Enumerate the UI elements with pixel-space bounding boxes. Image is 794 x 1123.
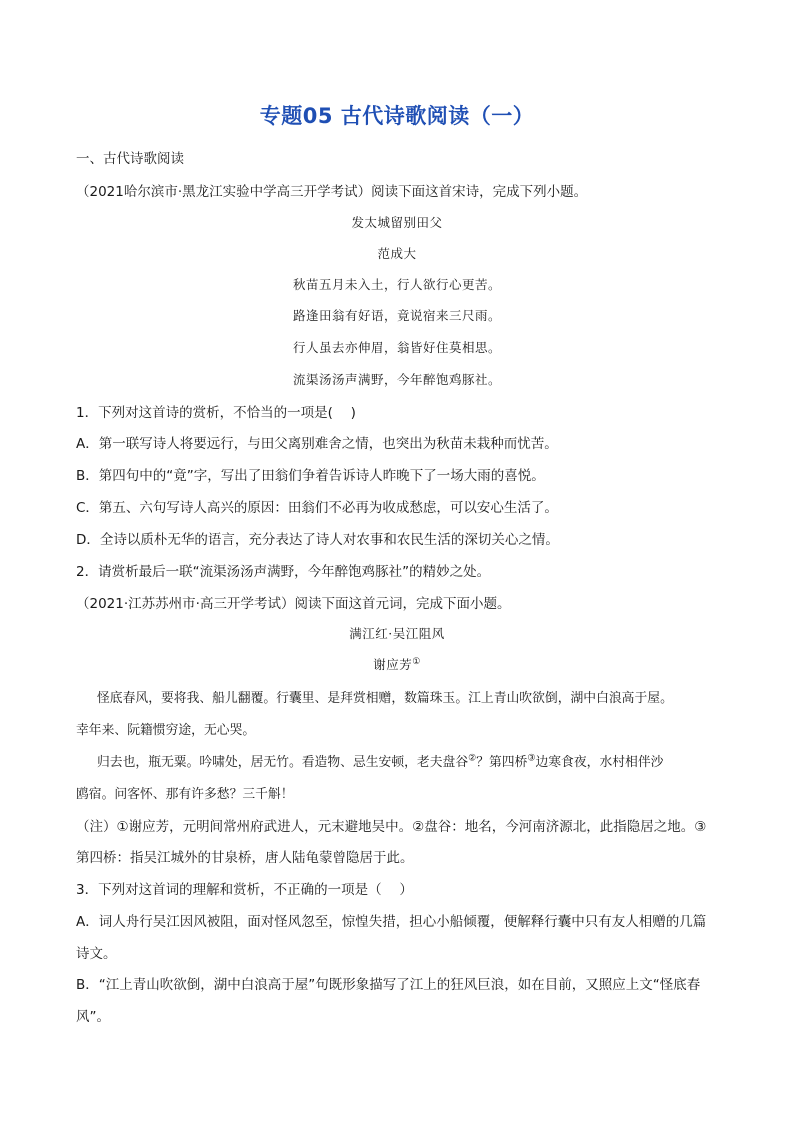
poem-1-line: 秋苗五月未入土，行人欲行心更苦。 xyxy=(292,277,501,292)
section-heading: 一、古代诗歌阅读 xyxy=(76,151,184,167)
footnote-marker: ③ xyxy=(527,753,536,764)
poem-1-title: 发太城留别田父 xyxy=(351,215,443,230)
question-1-option-d: D．全诗以质朴无华的语言，充分表达了诗人对农事和农民生活的深切关心之情。 xyxy=(76,532,559,548)
poem-2-title: 满江红·吴江阻风 xyxy=(349,626,445,641)
question-3-option-a-cont: 诗文。 xyxy=(76,946,117,962)
passage-intro-1: （2021哈尔滨市·黑龙江实验中学高三开学考试）阅读下面这首宋诗，完成下列小题。 xyxy=(76,184,588,200)
poem-2-text: ？第四桥 xyxy=(476,755,528,770)
poem-2-stanza-1-line-2: 幸年来、阮籍惯穷途，无心哭。 xyxy=(76,723,256,738)
question-3-option-b-cont: 风”。 xyxy=(76,1009,110,1025)
footnote-marker: ② xyxy=(468,753,477,764)
poem-2-text: 归去也，瓶无粟。吟啸处，居无竹。看造物、忌生安顿，老夫盘谷 xyxy=(97,755,469,770)
question-1-option-a: A．第一联写诗人将要远行，与田父离别难舍之情，也突出为秋苗未栽种而忧苦。 xyxy=(76,436,558,452)
question-3-option-b: B．“江上青山吹欲倒，湖中白浪高于屋”句既形象描写了江上的狂风巨浪，如在目前，又照应上文“怪底春 xyxy=(76,977,701,993)
poem-2-text: 边寒食夜，水村相伴沙 xyxy=(535,755,664,770)
question-1-option-b: B．第四句中的“竟”字，写出了田翁们争着告诉诗人昨晚下了一场大雨的喜悦。 xyxy=(76,468,545,484)
question-2-stem: 2．请赏析最后一联“流渠汤汤声满野，今年醉饱鸡豚社”的精妙之处。 xyxy=(76,564,491,580)
annotation-line-2: 第四桥：指吴江城外的甘泉桥，唐人陆龟蒙曾隐居于此。 xyxy=(76,850,414,866)
poem-1-line: 路逢田翁有好语，竟说宿来三尺雨。 xyxy=(292,308,501,323)
poem-1-author: 范成大 xyxy=(377,246,417,261)
page-title: 专题05 古代诗歌阅读（一） xyxy=(259,104,535,128)
poem-2-stanza-1-line-1: 怪底春风，要将我、船儿翻覆。行囊里、是拜赏相赠，数篇珠玉。江上青山吹欲倒，湖中白浪高于屋。 xyxy=(97,691,673,706)
footnote-marker: ① xyxy=(412,656,421,667)
poem-1-line: 流渠汤汤声满野，今年醉饱鸡豚社。 xyxy=(292,372,501,387)
question-1-option-c: C．第五、六句写诗人高兴的原因：田翁们不必再为收成愁虑，可以安心生活了。 xyxy=(76,500,558,516)
question-1-stem: 1．下列对这首诗的赏析，不恰当的一项是( ) xyxy=(76,405,356,421)
poem-2-stanza-2-line-1 xyxy=(97,751,663,770)
poem-2-stanza-2-line-2: 鸥宿。问客怀、那有许多愁？三千斛！ xyxy=(76,787,294,802)
passage-intro-2: （2021·江苏苏州市·高三开学考试）阅读下面这首元词，完成下面小题。 xyxy=(76,596,511,612)
poem-2-author: 谢应芳 xyxy=(373,657,413,672)
poem-1-line: 行人虽去亦伸眉，翁皆好住莫相思。 xyxy=(292,340,501,355)
question-3-stem: 3．下列对这首词的理解和赏析，不正确的一项是（ ） xyxy=(76,882,413,898)
annotation-line-1: （注）①谢应芳，元明间常州府武进人，元末避地吴中。②盘谷：地名，今河南济源北，此指隐居之地。③ xyxy=(76,819,707,835)
poem-2-author-line xyxy=(0,655,794,673)
question-3-option-a: A．词人舟行吴江因风被阻，面对怪风忽至，惊惶失措，担心小船倾覆，便解释行囊中只有友人相赠的几篇 xyxy=(76,914,707,930)
